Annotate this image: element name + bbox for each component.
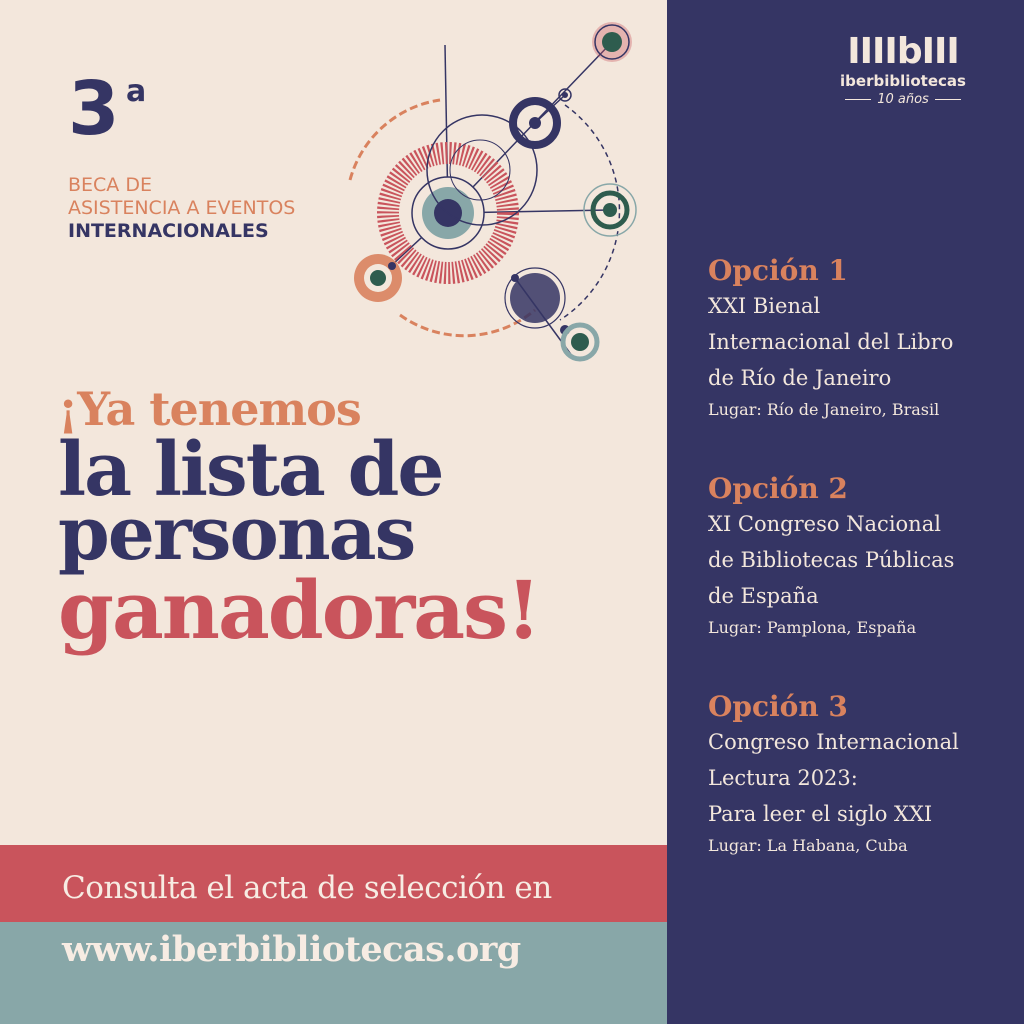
option-3: [708, 690, 1008, 860]
beca-line-3: INTERNACIONALES: [68, 220, 269, 242]
option-line: Congreso Internacional: [708, 730, 959, 754]
option-place: Lugar: La Habana, Cuba: [708, 836, 908, 855]
logo-years-text: 10 años: [877, 92, 929, 107]
option-line: Para leer el siglo XXI: [708, 802, 933, 826]
option-2: [708, 472, 1008, 642]
option-line: de Río de Janeiro: [708, 366, 892, 390]
iberbibliotecas-logo: [838, 30, 968, 107]
option-line: Lectura 2023:: [708, 766, 858, 790]
beca-line-2: ASISTENCIA A EVENTOS: [68, 197, 296, 219]
logo-mark: IIIIbIII: [847, 31, 959, 72]
headline-line-2: la lista de: [58, 427, 443, 513]
option-line: XI Congreso Nacional: [708, 512, 941, 536]
beca-line-1: BECA DE: [68, 174, 152, 196]
edition-superscript: a: [126, 74, 147, 109]
option-line: Internacional del Libro: [708, 330, 954, 354]
option-title: Opción 2: [708, 472, 848, 505]
option-1: [708, 254, 1008, 424]
beca-title: [68, 174, 295, 243]
logo-name: iberbibliotecas: [840, 72, 966, 90]
edition-number: [68, 66, 147, 152]
option-place: Lugar: Pamplona, España: [708, 618, 917, 637]
decorative-circles-illustration: [330, 20, 650, 370]
option-title: Opción 1: [708, 254, 848, 287]
website-link[interactable]: www.iberbibliotecas.org: [62, 929, 521, 970]
option-place: Lugar: Río de Janeiro, Brasil: [708, 400, 940, 419]
consulta-text: Consulta el acta de selección en: [62, 870, 552, 906]
logo-years: [838, 92, 968, 107]
headline-line-1: ¡Ya tenemos: [58, 382, 361, 436]
option-line: de Bibliotecas Públicas: [708, 548, 955, 572]
option-line: de España: [708, 584, 819, 608]
logo-rule-left: [845, 99, 871, 100]
headline: [58, 380, 540, 657]
option-title: Opción 3: [708, 690, 848, 723]
logo-rule-right: [935, 99, 961, 100]
option-line: XXI Bienal: [708, 294, 821, 318]
headline-line-3: personas: [58, 491, 415, 577]
edition-digit: 3: [68, 66, 118, 152]
headline-line-4: ganadoras!: [58, 563, 540, 657]
